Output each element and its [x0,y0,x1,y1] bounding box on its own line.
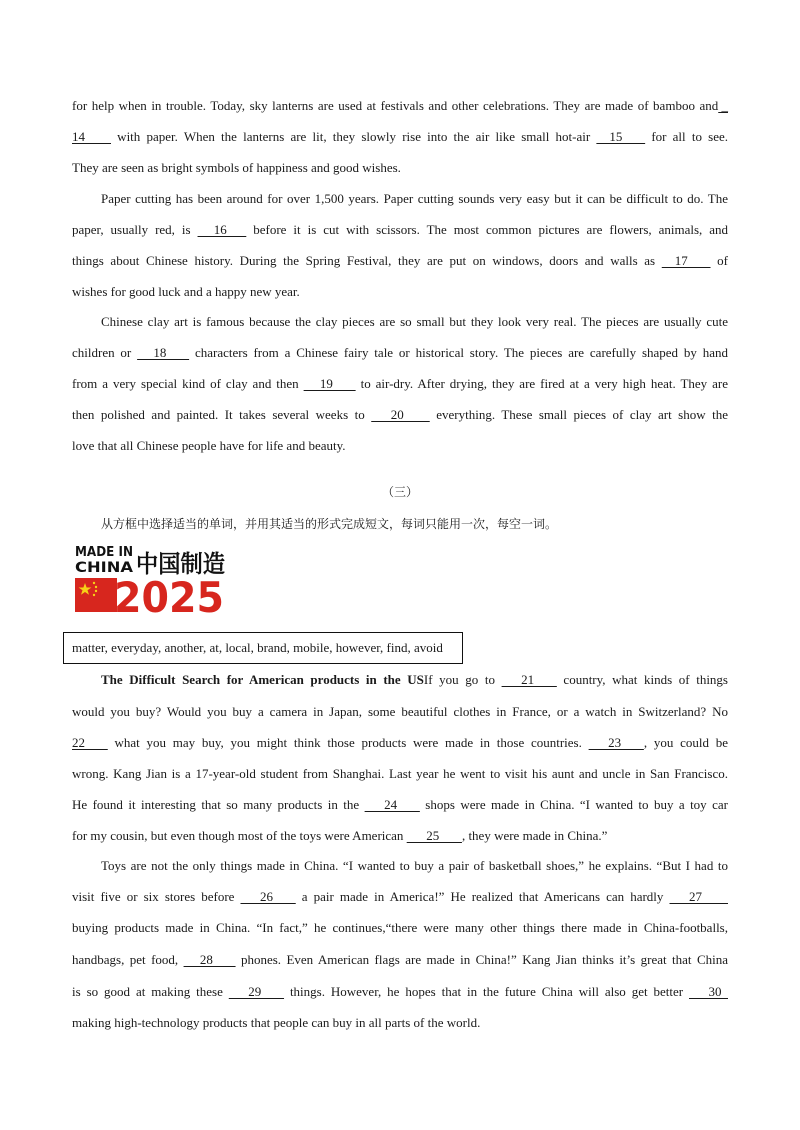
logo-year: 2025 [114,573,224,614]
blank-24: 24 [364,797,420,812]
section-instruction: 从方框中选择适当的单词，并用其适当的形式完成短文，每词只能用一次，每空一词。 [101,517,558,531]
china-flag-icon [75,578,117,612]
blank-13-tail: _ [718,98,728,113]
passage2-line-12: love that all Chinese people have for life and beauty. [72,438,346,453]
section-heading: （三） [381,485,418,499]
passage2-line-3: They are seen as bright symbols of happiness and good wishes. [72,160,401,175]
passage3-line-7: Toys are not the only things made in China. “I wanted to buy a pair of basketball shoes,” he explains. “But I had to [101,858,728,873]
word-bank-box: matter, everyday, another, at, local, brand, mobile, however, find, avoid [63,632,463,664]
passage2-line-2: 14 with paper. When the lanterns are lit, they slowly rise into the air like small hot-air 15 for all to see. [72,127,728,147]
blank-28: 28 [183,952,236,967]
passage3-line-6: for my cousin, but even though most of the toys were American 25 , they were made in China.” [72,826,728,846]
blank-14: 14 [72,129,111,144]
passage3-line-2: would you buy? Would you buy a camera in Japan, some beautiful clothes in France, or a watch in Switzerland? No [72,704,728,719]
blank-29: 29 [228,984,285,999]
passage2-line-11: then polished and painted. It takes several weeks to 20 everything. These small pieces of clay art show the [72,405,728,425]
blank-15: 15 [596,129,646,144]
passage3-line-8: visit five or six stores before 26 a pair made in America!” He realized that Americans can hardly 27 [72,887,728,907]
passage2-line-7: wishes for good luck and a happy new year. [72,284,300,299]
blank-20: 20 [371,407,430,422]
blank-26: 26 [240,889,296,904]
passage3-line-10: handbags, pet food, 28 phones. Even American flags are made in China!” Kang Jian thinks it’s great that China [72,950,728,970]
blank-30: 30 [689,984,728,999]
passage3-line-5: He found it interesting that so many products in the 24 shops were made in China. “I wanted to buy a toy car [72,795,728,815]
passage3-title: The Difficult Search for American products in the US [101,672,424,687]
blank-27: 27 [669,889,728,904]
passage2-line-1: for help when in trouble. Today, sky lanterns are used at festivals and other celebrations. They are made of bamboo and _ [72,96,728,116]
blank-21: 21 [501,672,557,687]
passage3-line-9: buying products made in China. “In fact,” he continues,“there were many other things there made in China-footballs, [72,920,728,935]
logo-chinese-text: 中国制造 [136,550,225,578]
blank-23: 23 [588,735,644,750]
blank-18: 18 [137,345,190,360]
made-in-china-2025-logo [74,542,226,614]
passage2-line-6: things about Chinese history. During the Spring Festival, they are put on windows, doors and walls as 17 of [72,251,728,271]
passage2-line-5: paper, usually red, is 16 before it is cut with scissors. The most common pictures are flowers, animals, and [72,220,728,240]
passage3-line-11: is so good at making these 29 things. However, he hopes that in the future China will also get better 30 [72,982,728,1002]
passage2-line-4: Paper cutting has been around for over 1,500 years. Paper cutting sounds very easy but it can be difficult to do. The [101,191,728,206]
blank-16: 16 [197,222,247,237]
blank-17: 17 [661,253,711,268]
passage3-line-4: wrong. Kang Jian is a 17-year-old student from Shanghai. Last year he went to visit his aunt and uncle in San Francisco. [72,766,728,781]
passage3-line-1: The Difficult Search for American products in the USIf you go to 21 country, what kinds of things [101,670,728,690]
logo-line-made-in: MADE IN [75,545,133,560]
passage2-line-8: Chinese clay art is famous because the clay pieces are so small but they look very real. The pieces are usually cute [101,314,728,329]
passage2-line-9: children or 18 characters from a Chinese fairy tale or historical story. The pieces are carefully shaped by hand [72,343,728,363]
passage3-line-12: making high-technology products that people can buy in all parts of the world. [72,1015,481,1030]
blank-19: 19 [303,376,356,391]
logo-line-china: CHINA [75,560,134,576]
blank-25: 25 [406,828,462,843]
blank-22: 22 [72,735,108,750]
passage2-line-10: from a very special kind of clay and then 19 to air-dry. After drying, they are fired at a very high heat. They are [72,374,728,394]
passage3-line-3: 22 what you may buy, you might think those products were made in those countries. 23 , you could be [72,733,728,753]
